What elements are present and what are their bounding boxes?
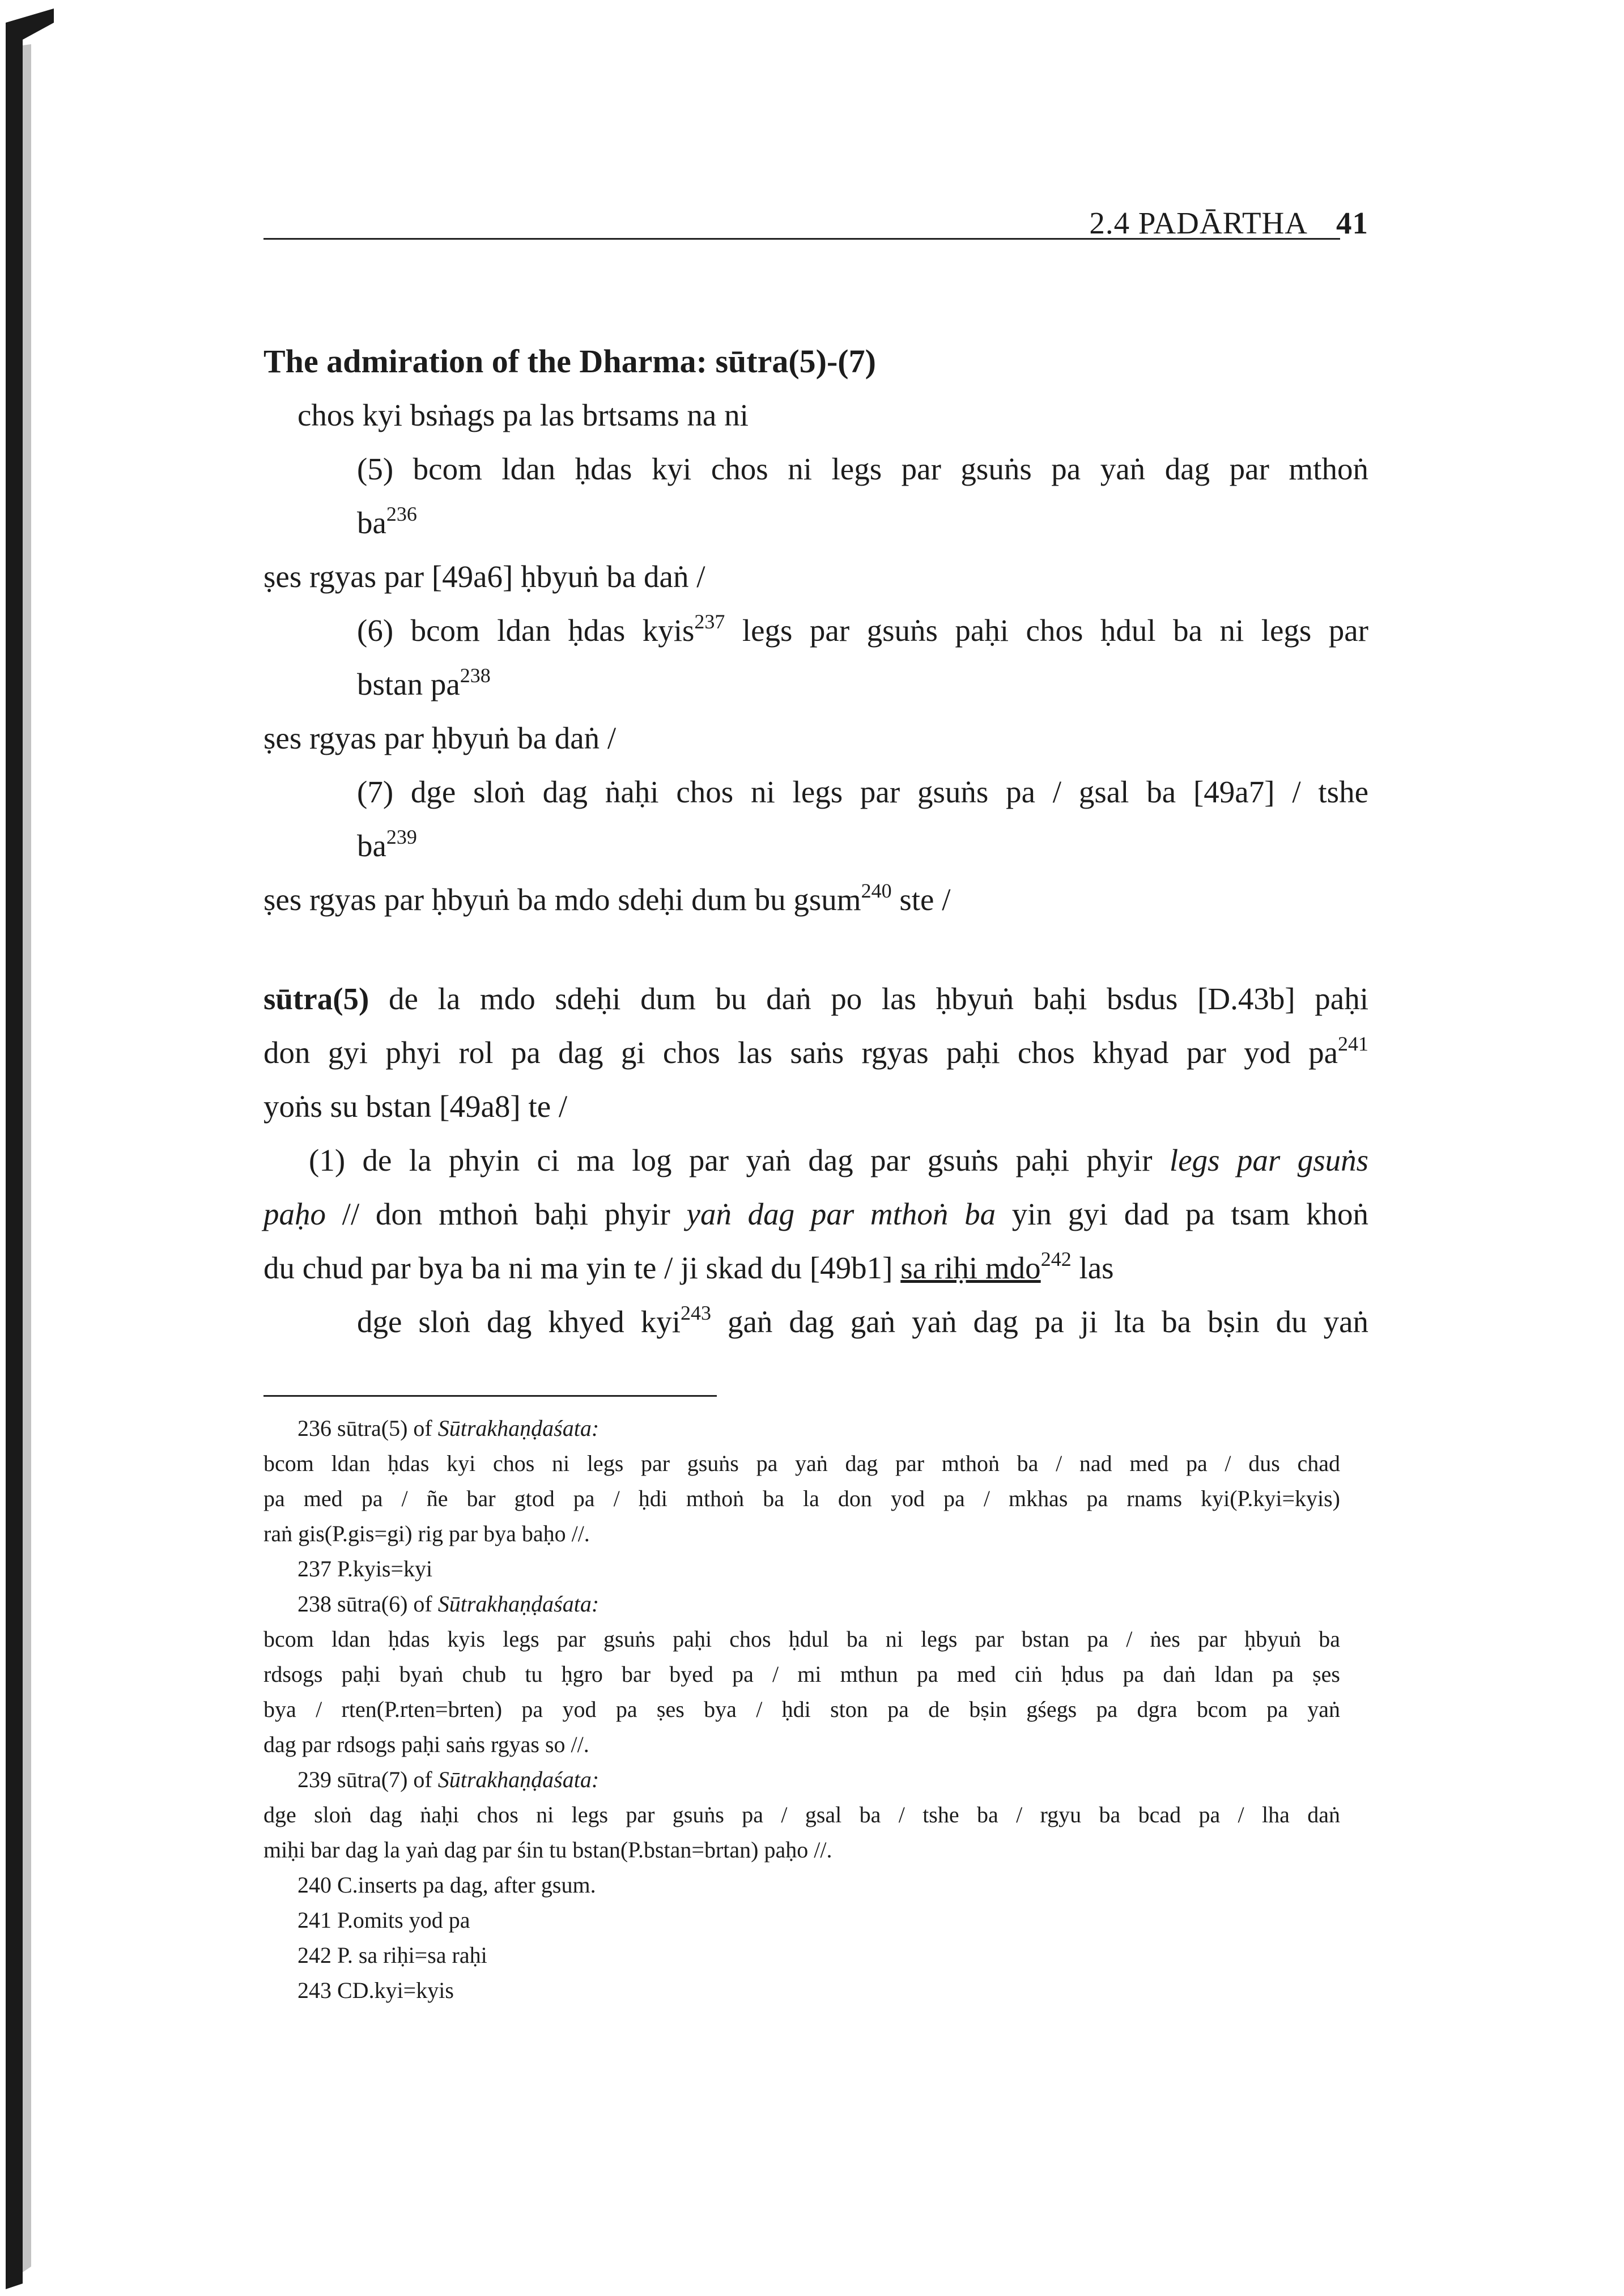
sutra-quote-line [263,496,1368,550]
text: legs par gsuṅs paḥi chos ḥdul ba ni legs par [725,613,1369,648]
running-header [263,201,1368,246]
paragraph-line [263,1295,1368,1349]
footnote-243: 243 CD.kyi=kyis [297,1978,454,2003]
book-binding-edge [0,0,57,2296]
text: (6) bcom ldan ḥdas kyis [357,613,695,648]
sutra-quote-line: (5) bcom ldan ḥdas kyi chos ni legs par gsuṅs pa yaṅ dag par mthoṅ [357,452,1368,486]
footnote-ref: 237 [694,610,725,633]
main-text [263,334,1368,1349]
sutra-quote-line [263,603,1368,657]
text: 236 sūtra(5) of [297,1415,438,1441]
footnote-237: 237 P.kyis=kyi [297,1556,433,1581]
footnote-text: dge sloṅ dag ṅaḥi chos ni legs par gsuṅs pa / gsal ba / tshe ba / rgyu ba bcad pa / lha daṅ [263,1802,1340,1827]
footnote-text: miḥi bar dag la yaṅ dag par śin tu bstan(P.bstan=brtan) paḥo //. [263,1837,832,1863]
text: // don mthoṅ baḥi phyir [326,1197,687,1231]
footnote-242: 242 P. sa riḥi=sa raḥi [297,1942,487,1968]
footnote-text: dag par rdsogs paḥi saṅs rgyas so //. [263,1732,589,1757]
section-title: 2.4 PADĀRTHA [1089,206,1308,240]
text: don gyi phyi rol pa dag gi chos las saṅs rgyas paḥi chos khyad par yod pa [263,1035,1338,1070]
text-line [263,873,1368,926]
page-number: 41 [1336,206,1368,240]
footnote-text: raṅ gis(P.gis=gi) rig par bya baḥo //. [263,1521,590,1546]
footnote-ref: 240 [861,879,892,902]
text: ba [357,505,386,540]
text-line: chos kyi bsṅags pa las brtsams na ni [297,398,749,432]
italic-text: paḥo [263,1197,326,1231]
text: (1) de la phyin ci ma log par yaṅ dag par gsuṅs paḥi phyir [309,1143,1170,1177]
text: 239 sūtra(7) of [297,1767,438,1792]
footnotes [263,1411,1340,2008]
footnote-239 [263,1762,1340,1797]
text: 238 sūtra(6) of [297,1591,438,1617]
sutra-label: sūtra(5) [263,981,369,1016]
paragraph-line [263,1026,1368,1079]
text: ba [357,828,386,863]
text: ste / [891,882,951,917]
text: ṣes rgyas par ḥbyuṅ ba mdo sdeḥi dum bu gsum [263,882,861,917]
header-text [1089,205,1368,241]
footnote-rule [263,1395,717,1397]
footnote-ref: 241 [1338,1032,1368,1055]
text: du chud par bya ba ni ma yin te / ji skad du [49b1] [263,1251,901,1285]
text: yin gyi dad pa tsam khoṅ [996,1197,1368,1231]
footnote-241: 241 P.omits yod pa [297,1907,470,1933]
work-title: Sūtrakhaṇḍaśata: [437,1415,600,1441]
footnote-240: 240 C.inserts pa dag, after gsum. [297,1872,596,1898]
sutra-quote-line [263,819,1368,873]
sutra-quote-line [263,657,1368,711]
italic-text: yaṅ dag par mthoṅ ba [686,1197,996,1231]
paragraph-line: yoṅs su bstan [49a8] te / [263,1089,568,1124]
work-title: Sūtrakhaṇḍaśata: [437,1591,600,1617]
paragraph-line [263,1133,1368,1187]
sutra-quote-line: (7) dge sloṅ dag ṅaḥi chos ni legs par gsuṅs pa / gsal ba [49a7] / tshe [357,775,1368,809]
footnote-ref: 242 [1040,1248,1072,1270]
text: bstan pa [357,667,460,701]
paragraph-line [263,1241,1368,1295]
paragraph-line [263,1187,1368,1241]
footnote-ref: 239 [386,826,417,848]
book-page [263,0,1368,2296]
work-title: Sūtrakhaṇḍaśata: [437,1767,600,1792]
heading-label: The admiration of the Dharma: [263,343,707,380]
footnote-ref: 236 [386,503,417,525]
underlined-title: sa riḥi mdo [900,1251,1041,1285]
text: las [1071,1251,1114,1285]
paragraph-gap [263,926,1368,972]
footnote-ref: 243 [681,1302,712,1324]
text: dge sloṅ dag khyed kyi [357,1304,681,1339]
text-line: ṣes rgyas par [49a6] ḥbyuṅ ba daṅ / [263,559,705,594]
text: de la mdo sdeḥi dum bu daṅ po las ḥbyuṅ baḥi bsdus [D.43b] paḥi [369,981,1368,1016]
footnote-text: pa med pa / ñe bar gtod pa / ḥdi mthoṅ ba la don yod pa / mkhas pa rnams kyi(P.kyi=kyis) [263,1486,1340,1511]
text: gaṅ dag gaṅ yaṅ dag pa ji lta ba bṣin du yaṅ [711,1304,1369,1339]
paragraph-line [263,972,1368,1026]
footnote-text: bcom ldan ḥdas kyi chos ni legs par gsuṅs pa yaṅ dag par mthoṅ ba / nad med pa / dus chad [263,1451,1340,1476]
section-heading [263,334,1368,388]
footnote-238 [263,1587,1340,1622]
footnote-236 [263,1411,1340,1446]
italic-text: legs par gsuṅs [1169,1143,1368,1177]
footnote-text: rdsogs paḥi byaṅ chub tu ḥgro bar byed pa / mi mthun pa med ciṅ ḥdus pa daṅ ldan pa ṣes [263,1661,1340,1687]
heading-suffix: sūtra(5)-(7) [715,343,876,380]
footnote-ref: 238 [460,664,491,687]
text-line: ṣes rgyas par ḥbyuṅ ba daṅ / [263,721,617,755]
footnote-text: bya / rten(P.rten=brten) pa yod pa ṣes bya / ḥdi ston pa de bṣin gśegs pa dgra bcom pa yaṅ [263,1697,1340,1722]
footnote-text: bcom ldan ḥdas kyis legs par gsuṅs paḥi chos ḥdul ba ni legs par bstan pa / ṅes par ḥbyuṅ ba [263,1626,1340,1652]
